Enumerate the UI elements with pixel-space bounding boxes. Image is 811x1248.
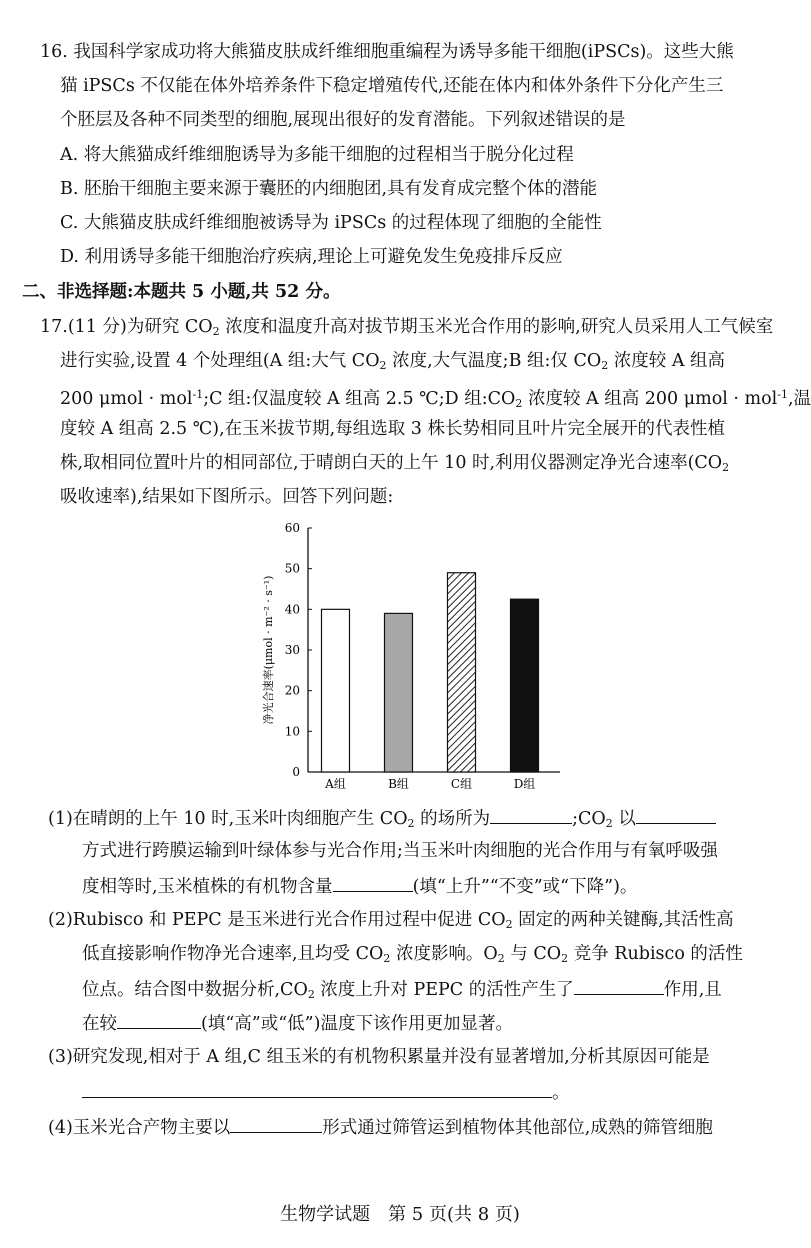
bar-D组	[511, 599, 539, 772]
p2-l2a: 低直接影响作物净光合速率,且均受 CO	[82, 944, 384, 964]
p2-l3a: 位点。结合图中数据分析,CO	[82, 980, 308, 1000]
unit-superscript: -1	[192, 388, 204, 401]
q16-option-d: D. 利用诱导多能干细胞治疗疾病,理论上可避免发生免疫排斥反应	[60, 247, 563, 267]
p1-l1d: 以	[612, 809, 636, 829]
p1-line-1	[48, 805, 716, 836]
co2-subscript: 2	[407, 817, 415, 830]
x-category-label: B组	[388, 777, 409, 791]
p4-line-1	[48, 1114, 713, 1140]
p2-line-2	[82, 942, 743, 971]
p3-line-2	[82, 1079, 570, 1105]
co2-subscript: 2	[307, 988, 315, 1001]
x-category-label: C组	[450, 777, 473, 791]
q17-l3c: 浓度较 A 组高 200 μmol · mol	[522, 389, 778, 409]
q17-l5a: 株,取相同位置叶片的相同部位,于晴朗白天的上午 10 时,利用仪器测定净光合速率(CO	[60, 453, 723, 473]
p2-l4b: (填“高”或“低”)温度下该作用更加显著。	[201, 1014, 513, 1034]
p2-l2d: 竞争 Rubisco 的活性	[568, 944, 743, 964]
p2-line-1	[48, 908, 734, 937]
bar-A组	[322, 609, 350, 772]
q17-l2a: 进行实验,设置 4 个处理组(A 组:大气 CO	[60, 351, 380, 371]
co2-subscript: 2	[561, 952, 569, 965]
y-tick-label: 50	[284, 561, 300, 576]
q16-option-c: C. 大熊猫皮肤成纤维细胞被诱导为 iPSCs 的过程体现了细胞的全能性	[60, 213, 602, 233]
co2-subscript: 2	[605, 817, 613, 830]
p2-line-4	[82, 1010, 513, 1036]
q17-line-1	[40, 315, 773, 344]
q17-line-3	[60, 383, 811, 416]
p2-l2c: 与 CO	[504, 944, 562, 964]
co2-subscript: 2	[212, 325, 220, 338]
q17-line-6: 吸收速率),结果如下图所示。回答下列问题:	[60, 487, 394, 507]
q17-l1b: 浓度和温度升高对拔节期玉米光合作用的影响,研究人员采用人工气候室	[219, 317, 774, 337]
p2-l4a: 在较	[82, 1014, 117, 1034]
bar-C组	[448, 573, 476, 772]
p2-l3b: 浓度上升对 PEPC 的活性产生了	[314, 980, 574, 1000]
q17-line-4: 度较 A 组高 2.5 ℃),在玉米拔节期,每组选取 3 株长势相同且叶片完全展开的代表性植	[60, 419, 726, 439]
answer-blank-2[interactable]	[636, 805, 716, 824]
p1-line-2: 方式进行跨膜运输到叶绿体参与光合作用;当玉米叶肉细胞的光合作用与有氧呼吸强	[82, 841, 718, 861]
co2-subscript: 2	[722, 461, 730, 474]
co2-subscript: 2	[515, 397, 523, 410]
p4-l1b: 形式通过筛管运到植物体其他部位,成熟的筛管细胞	[322, 1118, 713, 1138]
p1-line-3	[82, 873, 637, 899]
co2-subscript: 2	[379, 359, 387, 372]
answer-blank-5[interactable]	[117, 1010, 201, 1029]
unit-superscript: -1	[777, 388, 788, 401]
o2-subscript: 2	[497, 952, 505, 965]
answer-blank-1[interactable]	[490, 805, 572, 824]
q17-l3a: 200 μmol · mol	[60, 389, 193, 409]
p2-l3c: 作用,且	[663, 980, 722, 1000]
q16-line-1: 16. 我国科学家成功将大熊猫皮肤成纤维细胞重编程为诱导多能干细胞(iPSCs)。这些大熊	[40, 42, 734, 62]
y-tick-label: 60	[284, 521, 300, 535]
p2-l1b: 固定的两种关键酶,其活性高	[512, 910, 734, 930]
x-category-label: D组	[513, 777, 536, 791]
p1-l3a: 度相等时,玉米植株的有机物含量	[82, 877, 333, 897]
answer-blank-7[interactable]	[230, 1114, 322, 1133]
q17-l3d: ,温	[787, 389, 811, 409]
p2-l1a: (2)Rubisco 和 PEPC 是玉米进行光合作用过程中促进 CO	[48, 910, 506, 930]
bar-B组	[385, 613, 413, 772]
q17-l3b: ;C 组:仅温度较 A 组高 2.5 ℃;D 组:CO	[203, 389, 516, 409]
answer-blank-6[interactable]	[82, 1079, 552, 1098]
co2-subscript: 2	[505, 918, 513, 931]
q17-l2c: 浓度较 A 组高	[608, 351, 726, 371]
p2-line-3	[82, 976, 722, 1007]
co2-subscript: 2	[601, 359, 609, 372]
q16-option-b: B. 胚胎干细胞主要来源于囊胚的内细胞团,具有发育成完整个体的潜能	[60, 179, 598, 199]
q16-option-a: A. 将大熊猫成纤维细胞诱导为多能干细胞的过程相当于脱分化过程	[60, 145, 574, 165]
x-category-label: A组	[325, 777, 346, 791]
q17-l2b: 浓度,大气温度;B 组:仅 CO	[386, 351, 602, 371]
answer-blank-3[interactable]	[333, 873, 413, 892]
page-footer: 生物学试题 第 5 页(共 8 页)	[280, 1204, 520, 1225]
p1-l1c: ;CO	[572, 809, 606, 829]
q17-line-5	[60, 451, 729, 480]
y-tick-label: 40	[284, 602, 300, 617]
q17-line-2	[60, 349, 725, 378]
y-tick-label: 30	[284, 643, 300, 657]
section-heading: 二、非选择题:本题共 5 小题,共 52 分。	[22, 282, 341, 302]
p4-l1a: (4)玉米光合产物主要以	[48, 1118, 231, 1138]
p2-l2b: 浓度影响。O	[390, 944, 498, 964]
y-tick-label: 20	[284, 683, 300, 698]
y-tick-label: 0	[292, 765, 300, 779]
p1-l1b: 的场所为	[414, 809, 491, 829]
co2-subscript: 2	[383, 952, 391, 965]
y-tick-label: 10	[284, 724, 300, 739]
net-photosynthesis-bar-chart	[250, 515, 570, 800]
q17-l1a: 17.(11 分)为研究 CO	[40, 317, 213, 337]
q16-line-3: 个胚层及各种不同类型的细胞,展现出很好的发育潜能。下列叙述错误的是	[60, 110, 626, 130]
q16-line-2: 猫 iPSCs 不仅能在体外培养条件下稳定增殖传代,还能在体内和体外条件下分化产生三	[60, 76, 724, 96]
y-axis-label: 净光合速率(μmol · m⁻² · s⁻¹)	[262, 575, 275, 725]
answer-blank-4[interactable]	[574, 976, 664, 995]
p1-l3b: (填“上升”“不变”或“下降”)。	[412, 877, 638, 897]
p3-line-1: (3)研究发现,相对于 A 组,C 组玉米的有机物积累量并没有显著增加,分析其原因可能是	[48, 1047, 710, 1067]
p3-end: 。	[552, 1083, 570, 1103]
p1-l1a: (1)在晴朗的上午 10 时,玉米叶肉细胞产生 CO	[48, 809, 408, 829]
